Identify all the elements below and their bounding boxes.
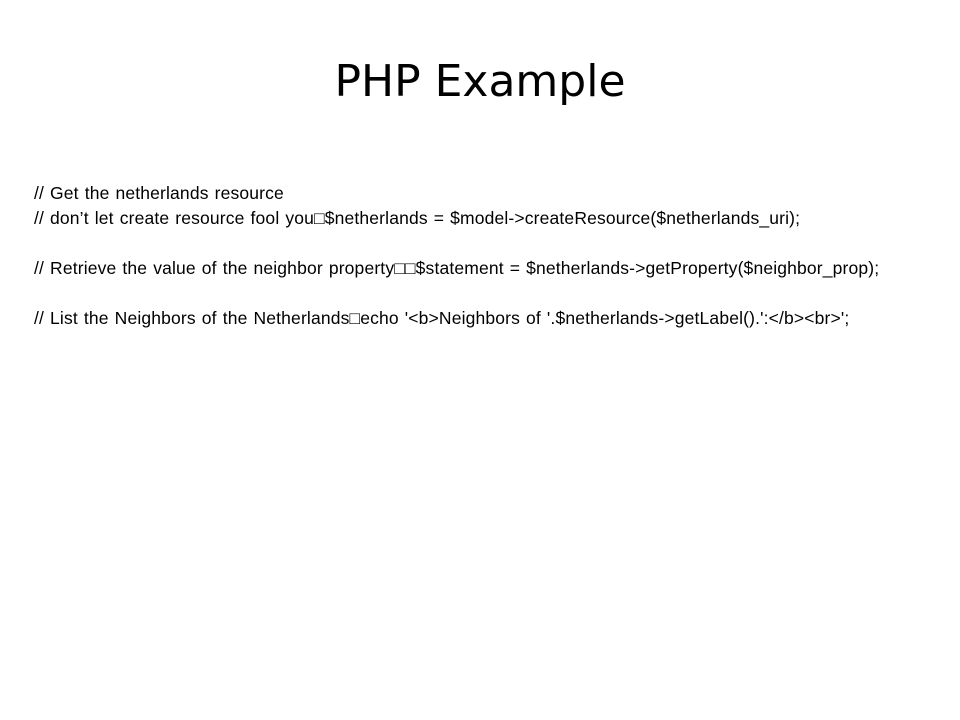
code-block	[34, 181, 960, 331]
code-line: // don’t let create resource fool you□$netherlands = $model->createResource($netherlands_uri);	[34, 208, 801, 228]
blank-line	[34, 281, 960, 306]
code-line: // Retrieve the value of the neighbor property□□$statement = $netherlands->getProperty($neighbor_prop);	[34, 258, 880, 278]
blank-line	[34, 231, 960, 256]
code-line: // List the Neighbors of the Netherlands□echo '<b>Neighbors of '.$netherlands->getLabel().':</b><br>';	[34, 308, 850, 328]
code-line: // Get the netherlands resource	[34, 183, 284, 203]
slide-title: PHP Example	[334, 56, 626, 107]
